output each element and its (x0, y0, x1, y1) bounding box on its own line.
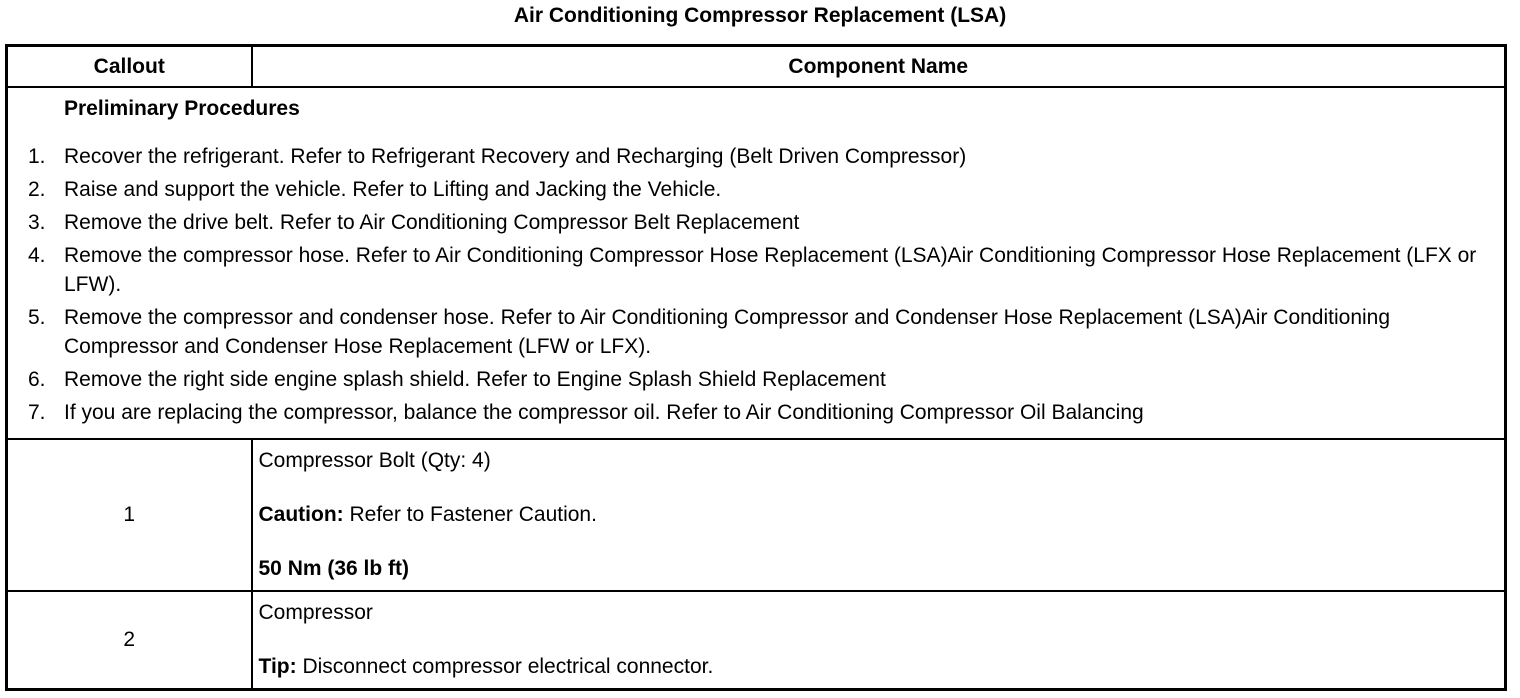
table-row (7, 439, 1506, 591)
step-number: 6. (28, 368, 46, 391)
preliminary-procedures-row (7, 87, 1506, 439)
step-text: Remove the right side engine splash shield. Refer to Engine Splash Shield Replacement (64, 368, 886, 391)
component-cell (252, 591, 1506, 690)
torque-spec: 50 Nm (36 lb ft) (258, 557, 410, 580)
note-label: Caution: (258, 503, 344, 526)
step-number: 1. (28, 145, 46, 168)
note-text: Disconnect compressor electrical connector. (296, 655, 714, 678)
preliminary-steps-list (8, 142, 1496, 427)
list-item (8, 142, 1496, 171)
step-number: 4. (28, 244, 46, 267)
table-header-row (7, 46, 1506, 88)
procedure-table (5, 44, 1507, 691)
note-text: Refer to Fastener Caution. (343, 503, 597, 526)
step-number: 2. (28, 178, 46, 201)
table-row (7, 591, 1506, 690)
preliminary-procedures-heading: Preliminary Procedures (64, 97, 300, 120)
component-cell (252, 439, 1506, 591)
list-item (8, 208, 1496, 237)
step-text: Remove the compressor hose. Refer to Air Conditioning Compressor Hose Replacement (LSA)Air Conditioning Compressor Hose Replacement (LFX or LFW). (64, 244, 1477, 296)
component-name: Compressor Bolt (Qty: 4) (258, 449, 491, 472)
list-item (8, 175, 1496, 204)
page-title: Air Conditioning Compressor Replacement (LSA) (513, 4, 1007, 27)
list-item (8, 398, 1496, 427)
step-number: 5. (28, 306, 46, 329)
list-item (8, 365, 1496, 394)
component-note (259, 502, 1497, 528)
step-text: Recover the refrigerant. Refer to Refrigerant Recovery and Recharging (Belt Driven Compressor) (64, 145, 967, 168)
step-text: Raise and support the vehicle. Refer to Lifting and Jacking the Vehicle. (64, 178, 722, 201)
note-label: Tip: (258, 655, 297, 678)
preliminary-procedures-cell (7, 87, 1506, 439)
callout-number: 2 (7, 591, 252, 690)
step-number: 3. (28, 211, 46, 234)
component-name-column-header: Component Name (252, 46, 1506, 88)
callout-column-header: Callout (7, 46, 252, 88)
callout-number: 1 (7, 439, 252, 591)
step-text: Remove the compressor and condenser hose. Refer to Air Conditioning Compressor and Condenser Hose Replacement (LSA)Air Conditioning Compressor and Condenser Hose Replacement (LFW or LFX). (64, 306, 1391, 358)
list-item (8, 303, 1496, 361)
list-item (8, 241, 1496, 299)
step-text: If you are replacing the compressor, balance the compressor oil. Refer to Air Conditioning Compressor Oil Balancing (64, 401, 1144, 424)
component-name: Compressor (258, 601, 373, 624)
component-note (259, 654, 1497, 680)
step-text: Remove the drive belt. Refer to Air Conditioning Compressor Belt Replacement (64, 211, 800, 234)
step-number: 7. (28, 401, 46, 424)
